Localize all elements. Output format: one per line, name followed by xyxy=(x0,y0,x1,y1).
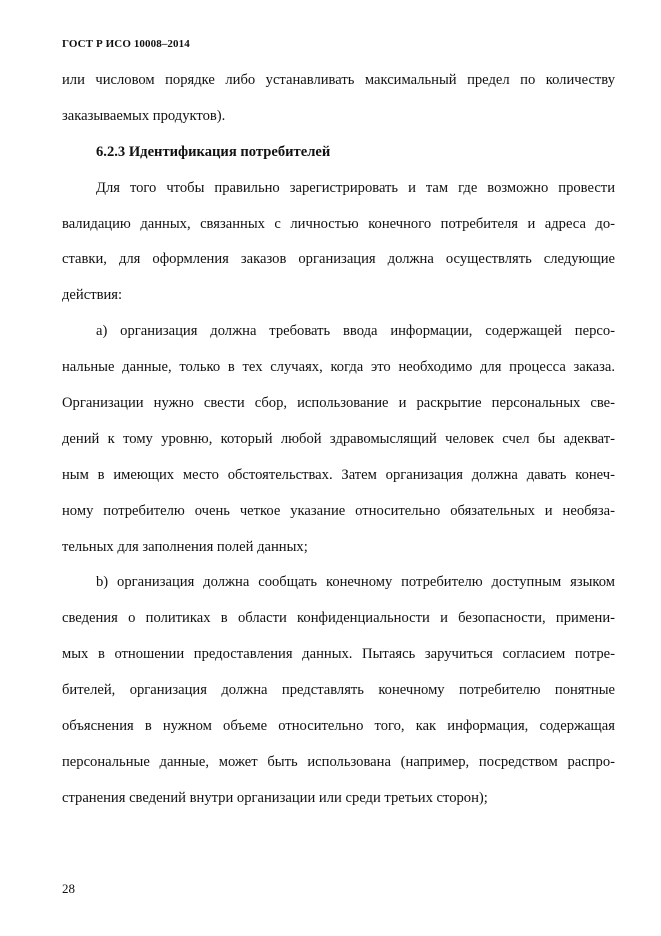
text-line: ному потребителю очень четкое указание относительно обязательных и необяза- xyxy=(62,502,615,519)
list-item-a-start: а) организация должна требовать ввода информации, содержащей персо- xyxy=(96,323,615,340)
text-line: объяснения в нужном объеме относительно того, как информация, содержащая xyxy=(62,718,615,735)
text-line: странения сведений внутри организации или среди третьих сторон); xyxy=(62,789,488,806)
text-line: Для того чтобы правильно зарегистрировать и там где возможно провести xyxy=(96,179,615,196)
text-line: сведения о политиках в области конфиденциальности и безопасности, примени- xyxy=(62,610,615,627)
page-number: 28 xyxy=(62,881,75,896)
text-line: нальные данные, только в тех случаях, когда это необходимо для процесса заказа. xyxy=(62,359,615,376)
text-line: заказываемых продуктов). xyxy=(62,107,226,124)
text-line: Организации нужно свести сбор, использование и раскрытие персональных све- xyxy=(62,395,615,412)
list-item-b-start: b) организация должна сообщать конечному потребителю доступным языком xyxy=(96,574,615,591)
text-line: дений к тому уровню, который любой здравомыслящий человек счел бы адекват- xyxy=(62,430,615,447)
text-line: ставки, для оформления заказов организация должна осуществлять следующие xyxy=(62,251,615,268)
text-line: персональные данные, может быть использована (например, посредством распро- xyxy=(62,753,615,770)
text-line: ным в имеющих место обстоятельствах. Затем организация должна давать конеч- xyxy=(62,466,615,483)
text-line: валидацию данных, связанных с личностью конечного потребителя и адреса до- xyxy=(62,215,615,232)
text-line: или числовом порядке либо устанавливать максимальный предел по количеству xyxy=(62,72,615,88)
text-line: тельных для заполнения полей данных; xyxy=(62,538,308,555)
text-line: действия: xyxy=(62,287,123,304)
text-line: бителей, организация должна представлять конечному потребителю понятные xyxy=(62,682,615,699)
body-text xyxy=(62,63,615,817)
document-header: ГОСТ Р ИСО 10008–2014 xyxy=(62,38,190,50)
section-heading: 6.2.3 Идентификация потребителей xyxy=(96,143,331,160)
text-line: мых в отношении предоставления данных. Пытаясь заручиться согласием потре- xyxy=(62,646,615,663)
